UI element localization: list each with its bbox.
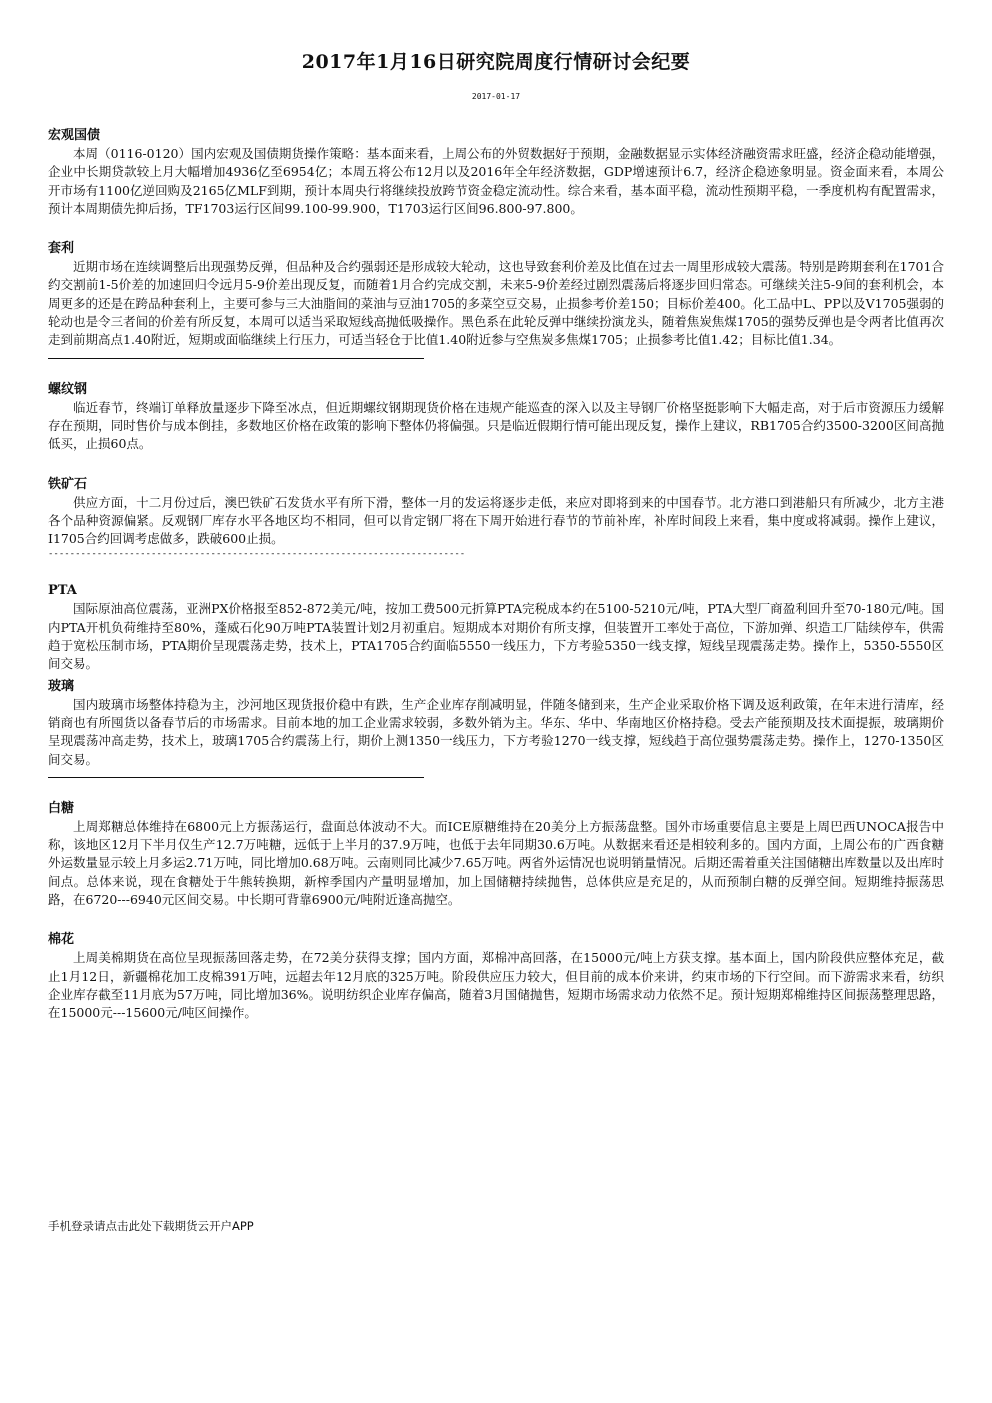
section-body: 上周郑糖总体维持在6800元上方振荡运行，盘面总体波动不大。而ICE原糖维持在20美分上方振荡盘整。国外市场重要信息主要是上周巴西UNOCA报告中称，该地区12月下半月仅生产12.7万吨糖，远低于上半月的37.9万吨，也低于去年同期30.6万吨。从数据来看还是相较利多的。国内方面，上周公布的广西食糖外运数量显示较上月多运2.71万吨，同比增加0.68万吨。云南则同比减少7.65万吨。两省外运情况也说明销量情况。后期还需着重关注国储糖出库数量以及出库时间点。总体来说，现在食糖处于牛熊转换期，新榨季国内产量明显增加，加上国储糖持续抛售，总体供应是充足的，从而预制白糖的反弹空间。短期维持振荡思路，在6720---6940元区间交易。中长期可背靠6900元/吨附近逢高抛空。 — [48, 818, 944, 908]
section-cotton — [48, 931, 944, 1022]
section-heading: 套利 — [48, 241, 75, 257]
section-arbitrage — [48, 240, 944, 358]
document-title: 2017年1月16日研究院周度行情研讨会纪要 — [301, 51, 691, 73]
section-body: 供应方面，十二月份过后，澳巴铁矿石发货水平有所下滑，整体一月的发运将逐步走低，来应对即将到来的中国春节。北方港口到港船只有所减少，北方主港各个品种资源偏紧。反观钢厂库存水平各地区均不相同，但可以肯定钢厂将在下周开始进行春节的节前补库，补库时间段上来看，集中度或将减弱。操作上建议，I1705合约回调考虑做多，跌破600止损。 — [48, 494, 944, 547]
section-sugar — [48, 800, 944, 909]
section-pta — [48, 582, 944, 673]
section-heading: PTA — [48, 583, 77, 599]
document-date: 2017-01-17 — [471, 92, 521, 101]
section-heading: 螺纹钢 — [48, 381, 88, 397]
section-glass — [48, 678, 944, 778]
section-heading: 铁矿石 — [48, 476, 88, 492]
divider-line — [48, 352, 424, 359]
download-app-link[interactable]: 手机登录请点击此处下载期货云开户APP — [48, 1219, 254, 1233]
section-heading: 白糖 — [48, 800, 75, 816]
section-rebar — [48, 381, 944, 454]
document-page — [48, 0, 944, 1023]
section-body: 国际原油高位震荡，亚洲PX价格报至852-872美元/吨，按加工费500元折算PTA完税成本约在5100-5210元/吨，PTA大型厂商盈利回升至70-180元/吨。国内PTA开机负荷维持至80%，蓬威石化90万吨PTA装置计划2月初重启。短期成本对期价有所支撑，但装置开工率处于高位，下游加弹、织造工厂陆续停车，供需趋于宽松压制市场，PTA期价呈现震荡走势，技术上，PTA1705合约面临5550一线压力，下方考验5350一线支撑，短线呈现震荡走势。操作上，5350-5550区间交易。 — [48, 601, 944, 672]
section-heading: 玻璃 — [48, 678, 75, 694]
section-macro-bonds — [48, 127, 944, 218]
divider-line: ----------------------------------------------------------------------------- — [48, 549, 466, 560]
section-iron-ore — [48, 476, 944, 561]
section-heading: 棉花 — [48, 932, 75, 948]
section-body: 临近春节，终端订单释放量逐步下降至冰点，但近期螺纹钢期现货价格在违规产能巡查的深入以及主导钢厂价格坚挺影响下大幅走高，对于后市资源压力缓解存在预期，同时售价与成本倒挂，多数地区价格在政策的影响下整体仍将偏强。只是临近假期行情可能出现反复，操作上建议，RB1705合约3500-3200区间高抛低买，止损60点。 — [48, 399, 944, 452]
section-body: 近期市场在连续调整后出现强势反弹，但品种及合约强弱还是形成较大轮动，这也导致套利价差及比值在过去一周里形成较大震荡。特别是跨期套利在1701合约交割前1-5价差的加速回归令远月5-9价差出现反复，而随着1月合约完成交割，未来5-9价差经过剧烈震荡后将逐步回归常态。可继续关注5-9间的套利机会，本周更多的还是在跨品种套利上，主要可参与三大油脂间的菜油与豆油1705的多菜空豆交易，止损参考价差150；目标价差400。化工品中L、PP以及V1705强弱的轮动也是令三者间的价差有所反复，本周可以适当采取短线高抛低吸操作。黑色系在此轮反弹中继续扮演龙头，随着焦炭焦煤1705的强势反弹也是令两者比值再次走到前期高点1.40附近，短期或面临继续上行压力，可适当轻仓于比值1.40附近参与空焦炭多焦煤1705；止损参考比值1.42；目标比值1.34。 — [48, 259, 944, 348]
section-heading: 宏观国债 — [48, 128, 101, 143]
section-body: 上周美棉期货在高位呈现振荡回落走势，在72美分获得支撑；国内方面，郑棉冲高回落，在15000元/吨上方获支撑。基本面上，国内阶段供应整体充足，截止1月12日，新疆棉花加工皮棉391万吨，远超去年12月底的325万吨。阶段供应压力较大，但目前的成本价来讲，约束市场的下行空间。而下游需求来看，纺织企业库存截至11月底为57万吨，同比增加36%。说明纺织企业库存偏高，随着3月国储抛售，短期市场需求动力依然不足。预计短期郑棉维持区间振荡整理思路，在15000元---15600元/吨区间操作。 — [48, 950, 944, 1021]
section-body: 本周（0116-0120）国内宏观及国债期货操作策略：基本面来看，上周公布的外贸数据好于预期，金融数据显示实体经济融资需求旺盛，经济企稳动能增强，企业中长期贷款较上月大幅增加4936亿至6954亿；本周五将公布12月以及2016年全年经济数据，GDP增速预计6.7，经济企稳迹象明显。资金面来看，本周公开市场有1100亿逆回购及2165亿MLF到期，预计本周央行将继续投放跨节资金稳定流动性。综合来看，基本面平稳，流动性预期平稳，一季度机构有配置需求，预计本周期债先抑后扬，TF1703运行区间99.100-99.900，T1703运行区间96.800-97.800。 — [48, 146, 944, 216]
section-body: 国内玻璃市场整体持稳为主，沙河地区现货报价稳中有跌，生产企业库存削减明显，伴随冬储到来，生产企业采取价格下调及返利政策，在年末进行清库，经销商也有所囤货以备春节后的市场需求。目前本地的加工企业需求较弱，多数外销为主。华东、华中、华南地区价格持稳。受去产能预期及技术面提振，玻璃期价呈现震荡冲高走势，技术上，玻璃1705合约震荡上行，期价上测1350一线压力，下方考验1270一线支撑，短线趋于高位强势震荡走势。操作上，1270-1350区间交易。 — [48, 696, 944, 767]
divider-line — [48, 771, 424, 778]
